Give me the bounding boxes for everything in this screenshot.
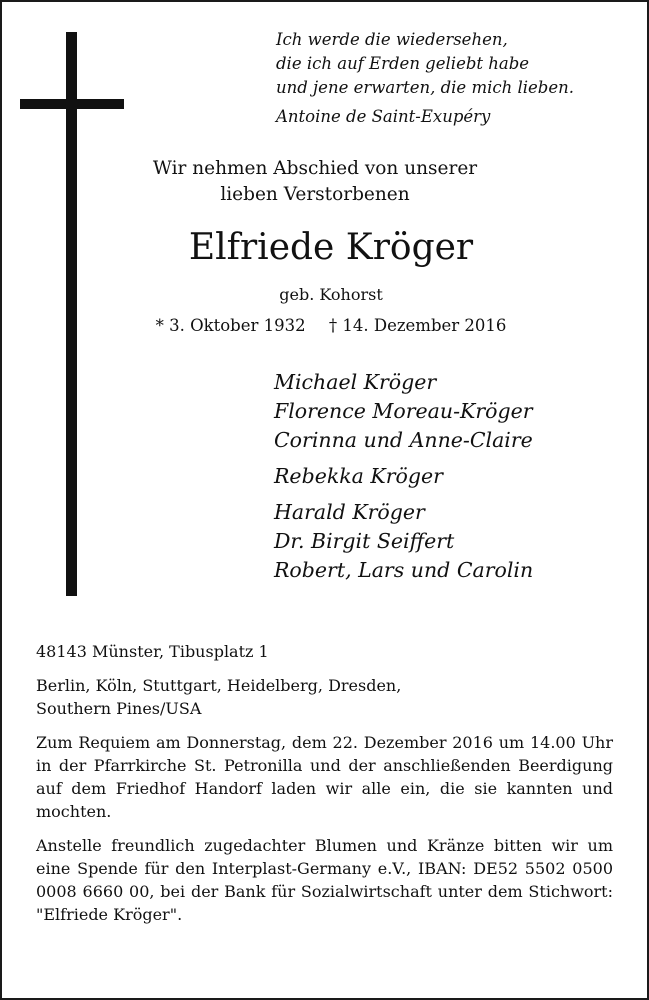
mourner-group: [274, 368, 634, 455]
mourners-list: [274, 368, 634, 585]
mourner-name: Corinna und Anne-Claire: [274, 428, 533, 452]
birth-date: * 3. Oktober 1932: [155, 316, 306, 335]
quote-author: Antoine de Saint-Exupéry: [276, 107, 491, 126]
intro-text: [110, 156, 520, 208]
quote-line: die ich auf Erden geliebt habe: [276, 54, 530, 73]
mourner-name: Michael Kröger: [274, 370, 437, 394]
maiden-name: geb. Kohorst: [279, 285, 383, 304]
intro-line: lieben Verstorbenen: [220, 184, 410, 205]
mourner-group: [274, 498, 634, 585]
notice-body: [36, 640, 613, 937]
cities-line: Berlin, Köln, Stuttgart, Heidelberg, Dresden,: [36, 676, 402, 695]
mourner-group: [274, 462, 634, 491]
requiem-paragraph: Zum Requiem am Donnerstag, dem 22. Dezember 2016 um 14.00 Uhr in der Pfarrkirche St. Petronilla und der anschließenden Beerdigung auf dem Friedhof Handorf laden wir alle ein, die sie kannten und mochten.: [36, 733, 613, 821]
quote-block: [276, 28, 626, 129]
intro-line: Wir nehmen Abschied von unserer: [152, 158, 478, 179]
donation-paragraph: Anstelle freundlich zugedachter Blumen und Kränze bitten wir um eine Spende für den Interplast-Germany e.V., IBAN: DE52 5502 0500 0008 6660 00, bei der Bank für Sozialwirtschaft unter dem Stichwort: "Elfriede Kröger".: [36, 836, 613, 924]
mourner-name: Florence Moreau-Kröger: [274, 399, 533, 423]
quote-line: und jene erwarten, die mich lieben.: [276, 78, 574, 97]
quote-line: Ich werde die wiedersehen,: [276, 30, 508, 49]
mourner-name: Rebekka Kröger: [274, 464, 443, 488]
death-date: † 14. Dezember 2016: [328, 316, 507, 335]
mourner-name: Dr. Birgit Seiffert: [274, 529, 455, 553]
address: 48143 Münster, Tibusplatz 1: [36, 642, 269, 661]
mourner-name: Robert, Lars und Carolin: [274, 558, 534, 582]
life-dates: [110, 314, 552, 338]
deceased-name: Elfriede Kröger: [188, 227, 474, 268]
cross-vertical-bar: [66, 32, 77, 596]
mourner-name: Harald Kröger: [274, 500, 425, 524]
cities: [36, 674, 613, 720]
cities-line: Southern Pines/USA: [36, 699, 202, 718]
cross-horizontal-bar: [20, 99, 124, 109]
